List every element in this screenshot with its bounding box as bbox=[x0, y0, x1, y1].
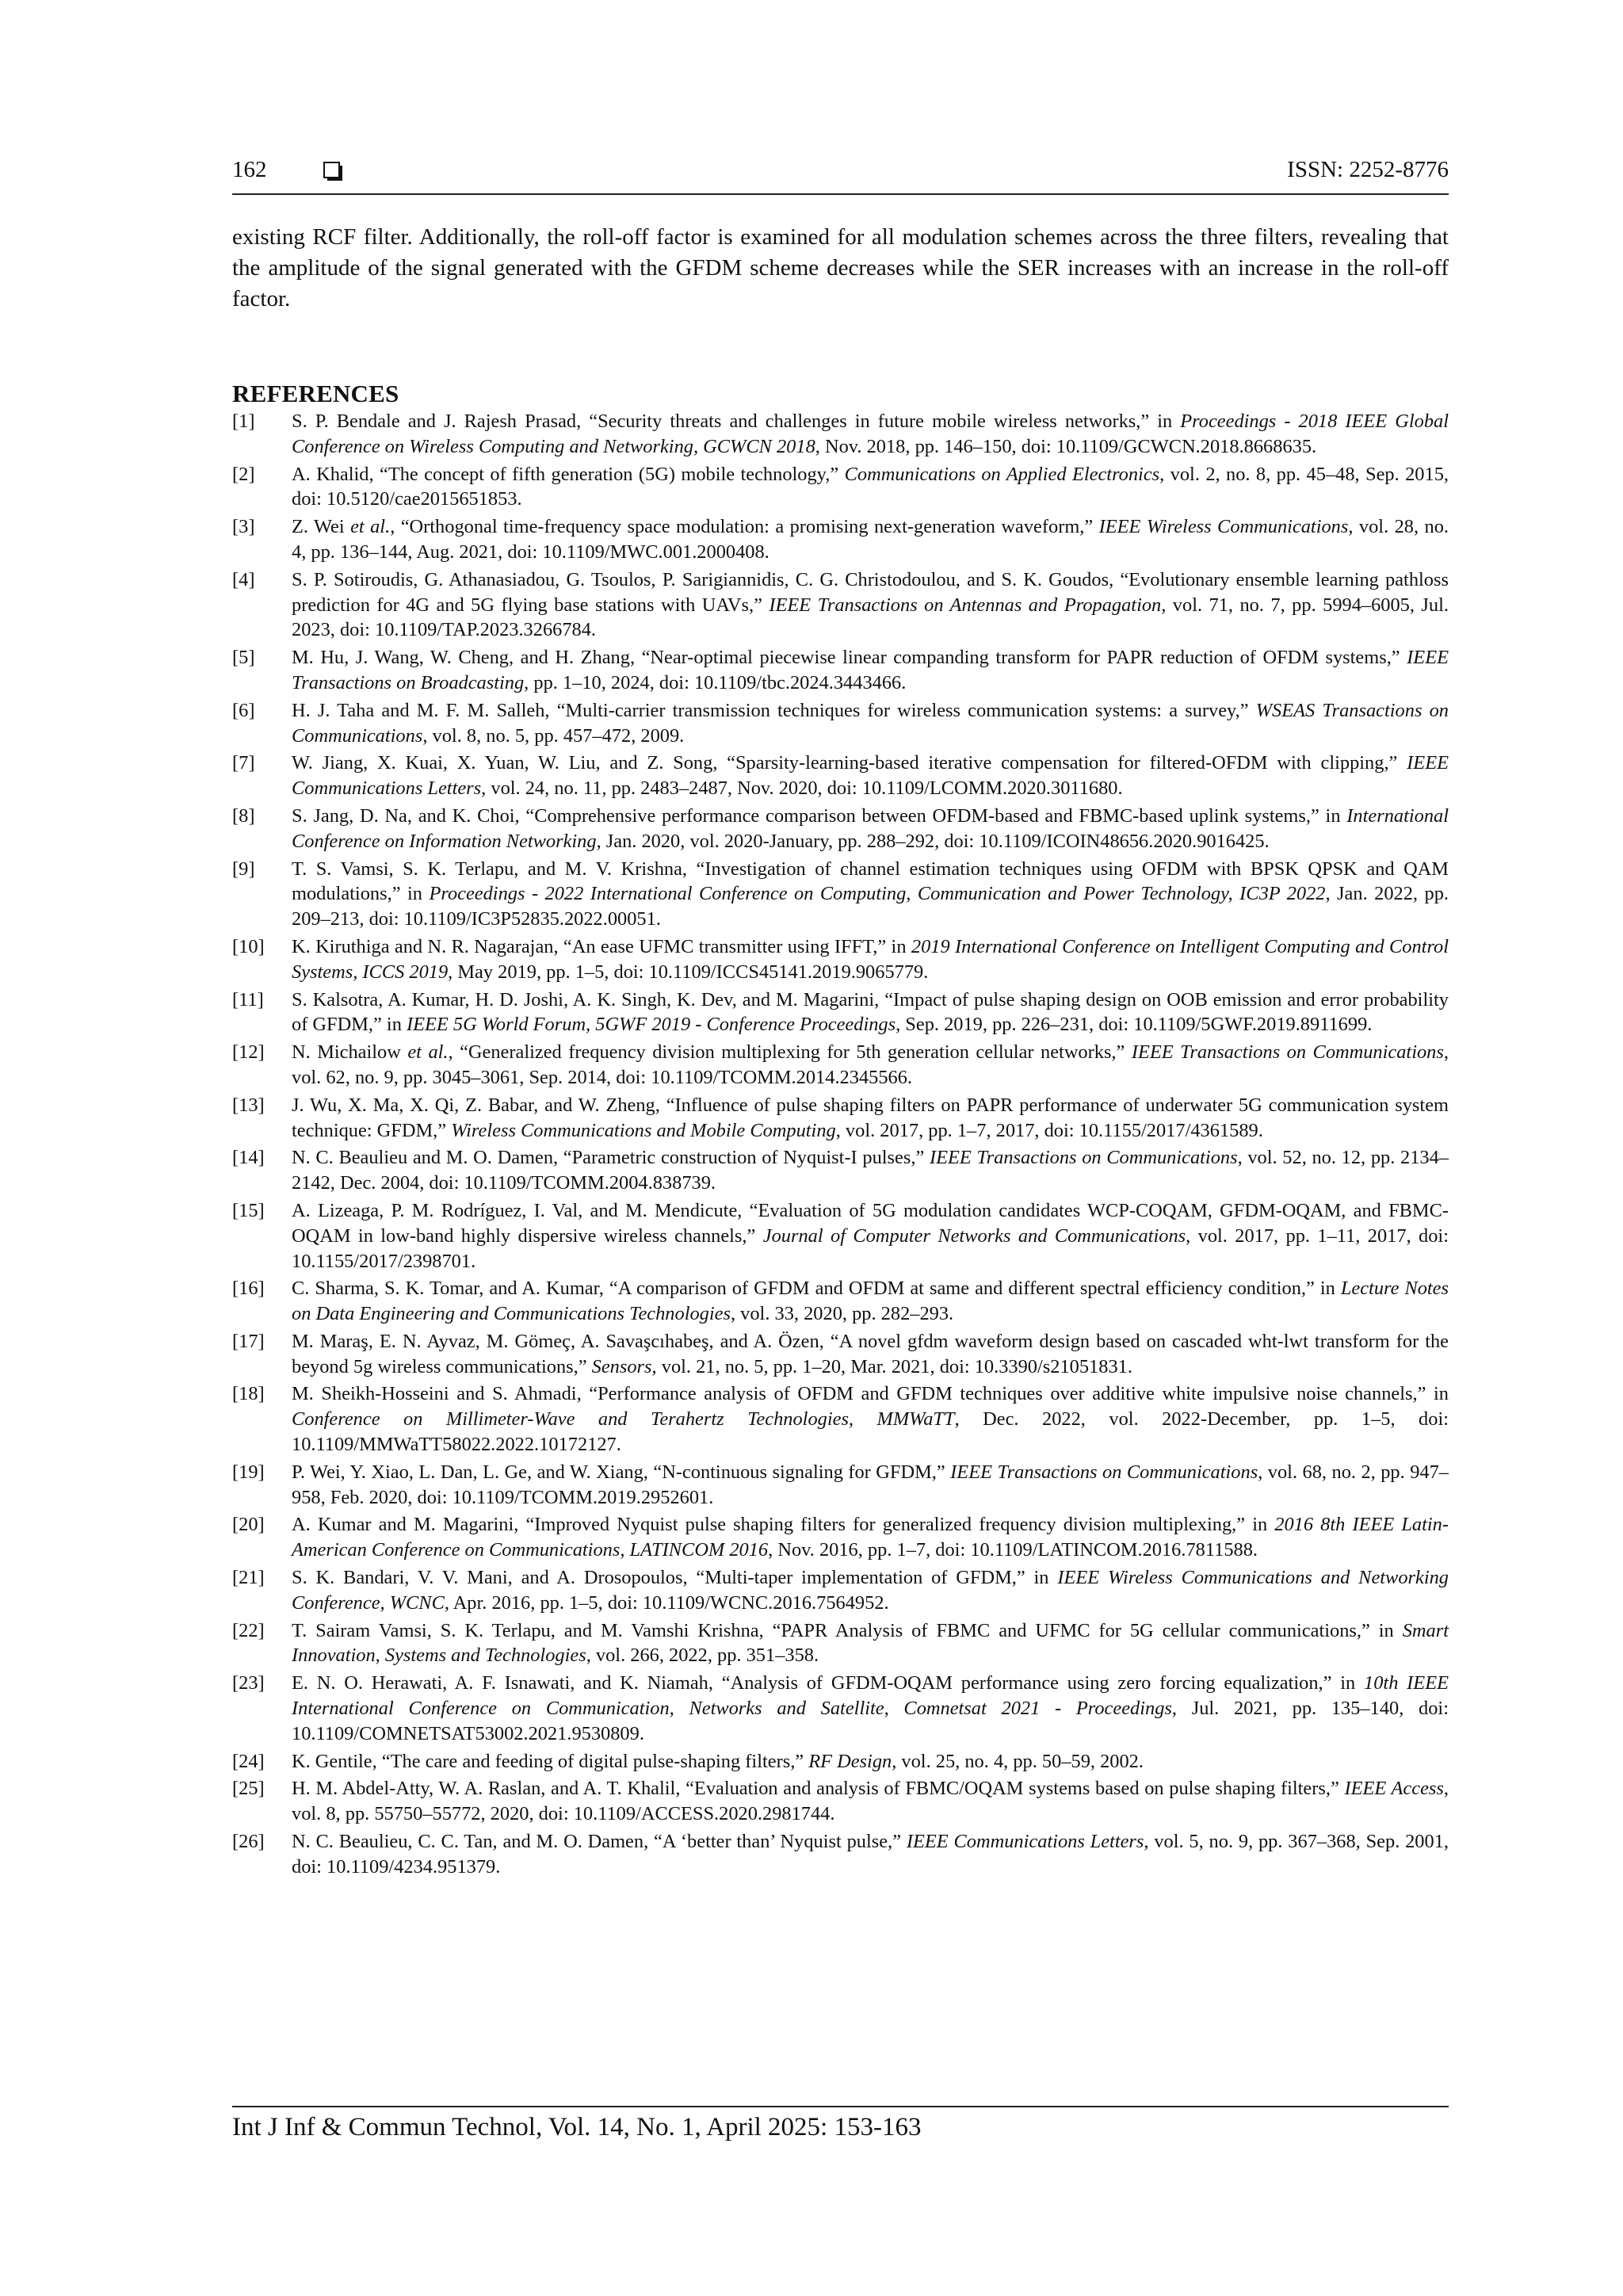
reference-item bbox=[232, 645, 1449, 696]
reference-segment: T. Sairam Vamsi, S. K. Terlapu, and M. Vamshi Krishna, “PAPR Analysis of FBMC and UFMC for 5G cellular communications,” in bbox=[292, 1619, 1403, 1641]
reference-segment: H. J. Taha and M. F. M. Salleh, “Multi-carrier transmission techniques for wireless communication systems: a survey,” bbox=[292, 699, 1256, 721]
reference-segment: M. Maraş, E. N. Ayvaz, M. Gömeç, A. Savaşcıhabeş, and A. Özen, “A novel gfdm waveform design based on cascaded wht-lwt transform for the beyond 5g wireless communications,” bbox=[292, 1330, 1449, 1377]
reference-venue: Communications on Applied Electronics bbox=[844, 463, 1160, 485]
reference-text bbox=[292, 514, 1449, 565]
reference-segment: , vol. 21, no. 5, pp. 1–20, Mar. 2021, doi: 10.3390/s21051831. bbox=[651, 1355, 1132, 1377]
reference-segment: S. Kalsotra, A. Kumar, H. D. Joshi, A. K. Singh, K. Dev, and M. Magarini, “Impact of pulse shaping design on OOB emission and error probability of GFDM,” in bbox=[292, 988, 1449, 1036]
reference-text bbox=[292, 804, 1449, 854]
reference-segment: S. K. Bandari, V. V. Mani, and A. Drosopoulos, “Multi-taper implementation of GFDM,” in bbox=[292, 1567, 1058, 1589]
reference-text bbox=[292, 1776, 1449, 1827]
reference-segment: , Dec. 2022, vol. 2022-December, pp. 1–5, doi: 10.1109/MMWaTT58022.2022.10172127. bbox=[292, 1408, 1449, 1456]
reference-item bbox=[232, 1198, 1449, 1274]
reference-segment: A. Kumar and M. Magarini, “Improved Nyquist pulse shaping filters for generalized frequency division multiplexing,” in bbox=[292, 1514, 1275, 1536]
reference-segment: P. Wei, Y. Xiao, L. Dan, L. Ge, and W. Xiang, “N-continuous signaling for GFDM,” bbox=[292, 1461, 951, 1483]
reference-number: [4] bbox=[232, 568, 255, 590]
reference-segment: , vol. 2017, pp. 1–7, 2017, doi: 10.1155/2017/4361589. bbox=[835, 1119, 1263, 1141]
reference-segment: , Nov. 2016, pp. 1–7, doi: 10.1109/LATINCOM.2016.7811588. bbox=[768, 1539, 1258, 1561]
reference-venue: IEEE Communications Letters bbox=[906, 1831, 1144, 1853]
reference-number: [12] bbox=[232, 1041, 265, 1064]
reference-segment: , vol. 71, no. 7, pp. 5994–6005, Jul. 2023, doi: 10.1109/TAP.2023.3266784. bbox=[292, 594, 1449, 641]
reference-text bbox=[292, 1829, 1449, 1880]
reference-segment: , Jan. 2020, vol. 2020-January, pp. 288–292, doi: 10.1109/ICOIN48656.2020.9016425. bbox=[596, 830, 1270, 852]
reference-segment: , Nov. 2018, pp. 146–150, doi: 10.1109/GCWCN.2018.8668635. bbox=[815, 435, 1317, 457]
reference-item bbox=[232, 567, 1449, 643]
reference-text bbox=[292, 1145, 1449, 1196]
reference-venue: IEEE Transactions on Antennas and Propagation bbox=[769, 594, 1162, 616]
references-heading: REFERENCES bbox=[232, 380, 399, 407]
reference-venue: IEEE Wireless Communications bbox=[1098, 516, 1349, 538]
reference-segment: , vol. 68, no. 2, pp. 947–958, Feb. 2020, doi: 10.1109/TCOMM.2019.2952601. bbox=[292, 1461, 1449, 1508]
reference-segment: , vol. 5, no. 9, pp. 367–368, Sep. 2001, doi: 10.1109/4234.951379. bbox=[292, 1831, 1449, 1878]
reference-venue: Wireless Communications and Mobile Computing bbox=[451, 1119, 836, 1141]
reference-item bbox=[232, 1776, 1449, 1827]
reference-text bbox=[292, 698, 1449, 749]
reference-item bbox=[232, 698, 1449, 749]
reference-item bbox=[232, 514, 1449, 565]
reference-text bbox=[292, 988, 1449, 1038]
reference-text bbox=[292, 1198, 1449, 1274]
reference-venue: et al. bbox=[350, 516, 391, 538]
reference-number: [9] bbox=[232, 858, 255, 880]
reference-venue: Journal of Computer Networks and Communications bbox=[762, 1224, 1186, 1247]
reference-segment: A. Lizeaga, P. M. Rodríguez, I. Val, and M. Mendicute, “Evaluation of 5G modulation candidates WCP-COQAM, GFDM-OQAM, and FBMC-OQAM in low-band highly dispersive wireless channels,” bbox=[292, 1199, 1449, 1247]
reference-venue: Lecture Notes on Data Engineering and Communications Technologies bbox=[292, 1278, 1449, 1325]
reference-item bbox=[232, 462, 1449, 513]
reference-segment: , Sep. 2019, pp. 226–231, doi: 10.1109/5GWF.2019.8911699. bbox=[896, 1014, 1373, 1036]
body-paragraph: existing RCF filter. Additionally, the roll-off factor is examined for all modulation schemes across the three filters, revealing that the amplitude of the signal generated with the GFDM scheme decreases while the SER increases with an increase in the roll-off factor. bbox=[232, 224, 1449, 311]
reference-number: [24] bbox=[232, 1750, 265, 1772]
reference-number: [19] bbox=[232, 1461, 265, 1483]
reference-item bbox=[232, 1512, 1449, 1563]
reference-segment: A. Khalid, “The concept of fifth generation (5G) mobile technology,” bbox=[292, 463, 845, 485]
reference-item bbox=[232, 988, 1449, 1038]
reference-venue: IEEE 5G World Forum, 5GWF 2019 - Conference Proceedings bbox=[407, 1014, 896, 1036]
reference-venue: RF Design bbox=[808, 1750, 892, 1772]
reference-venue: 2019 International Conference on Intelligent Computing and Control Systems, ICCS 2019 bbox=[292, 935, 1449, 983]
reference-segment: , Apr. 2016, pp. 1–5, doi: 10.1109/WCNC.2016.7564952. bbox=[444, 1591, 889, 1614]
reference-number: [13] bbox=[232, 1094, 265, 1116]
reference-venue: Smart Innovation, Systems and Technologies bbox=[292, 1619, 1449, 1667]
reference-text bbox=[292, 1040, 1449, 1091]
reference-venue: WSEAS Transactions on Communications bbox=[292, 699, 1449, 747]
reference-text bbox=[292, 1381, 1449, 1457]
reference-segment: , vol. 62, no. 9, pp. 3045–3061, Sep. 2014, doi: 10.1109/TCOMM.2014.2345566. bbox=[292, 1041, 1449, 1088]
reference-item bbox=[232, 1618, 1449, 1669]
reference-segment: C. Sharma, S. K. Tomar, and A. Kumar, “A comparison of GFDM and OFDM at same and different spectral efficiency condition,” in bbox=[292, 1278, 1341, 1300]
reference-segment: W. Jiang, X. Kuai, X. Yuan, W. Liu, and Z. Song, “Sparsity-learning-based iterative compensation for filtered-OFDM with clipping,” bbox=[292, 752, 1407, 774]
reference-segment: N. C. Beaulieu and M. O. Damen, “Parametric construction of Nyquist-I pulses,” bbox=[292, 1147, 930, 1169]
page-header bbox=[232, 157, 1449, 195]
reference-venue: IEEE Transactions on Broadcasting bbox=[292, 647, 1449, 693]
reference-item bbox=[232, 1276, 1449, 1327]
reference-segment: E. N. O. Herawati, A. F. Isnawati, and K. Niamah, “Analysis of GFDM-OQAM performance using zero forcing equalization,” in bbox=[292, 1672, 1365, 1694]
reference-segment: , vol. 33, 2020, pp. 282–293. bbox=[730, 1303, 954, 1325]
reference-number: [7] bbox=[232, 752, 255, 774]
reference-number: [1] bbox=[232, 411, 255, 432]
reference-venue: Proceedings - 2022 International Conference on Computing, Communication and Power Technology, IC3P 2022 bbox=[429, 883, 1326, 905]
reference-item bbox=[232, 1329, 1449, 1380]
reference-text bbox=[292, 1329, 1449, 1380]
reference-text bbox=[292, 1512, 1449, 1563]
reference-number: [26] bbox=[232, 1831, 265, 1853]
reference-item bbox=[232, 1145, 1449, 1196]
reference-text bbox=[292, 751, 1449, 801]
reference-segment: S. P. Sotiroudis, G. Athanasiadou, G. Tsoulos, P. Sarigiannidis, C. G. Christodoulou, and S. K. Goudos, “Evolutionary ensemble learning pathloss prediction for 4G and 5G flying base stations with UAVs,” bbox=[292, 568, 1449, 616]
issn-label: ISSN: 2252-8776 bbox=[1287, 157, 1449, 182]
reference-venue: 10th IEEE International Conference on Communication, Networks and Satellite, Comnetsat 2021 - Proceedings bbox=[292, 1672, 1449, 1720]
reference-number: [6] bbox=[232, 699, 255, 721]
reference-segment: , vol. 266, 2022, pp. 351–358. bbox=[586, 1645, 819, 1667]
reference-number: [2] bbox=[232, 463, 255, 485]
reference-segment: , vol. 28, no. 4, pp. 136–144, Aug. 2021, doi: 10.1109/MWC.001.2000408. bbox=[292, 516, 1449, 563]
reference-segment: , May 2019, pp. 1–5, doi: 10.1109/ICCS45141.2019.9065779. bbox=[448, 961, 929, 983]
reference-number: [16] bbox=[232, 1278, 265, 1300]
reference-number: [11] bbox=[232, 988, 264, 1010]
reference-text bbox=[292, 857, 1449, 932]
reference-segment: , vol. 2017, pp. 1–11, 2017, doi: 10.1155/2017/2398701. bbox=[292, 1224, 1449, 1272]
reference-venue: International Conference on Information Networking bbox=[292, 804, 1449, 852]
reference-segment: , pp. 1–10, 2024, doi: 10.1109/tbc.2024.3443466. bbox=[524, 671, 907, 693]
reference-segment: S. P. Bendale and J. Rajesh Prasad, “Security threats and challenges in future mobile wireless networks,” in bbox=[292, 411, 1181, 432]
reference-number: [17] bbox=[232, 1330, 265, 1352]
reference-segment: K. Kiruthiga and N. R. Nagarajan, “An ease UFMC transmitter using IFFT,” in bbox=[292, 935, 911, 957]
reference-item bbox=[232, 1671, 1449, 1746]
reference-segment: , vol. 2, no. 8, pp. 45–48, Sep. 2015, doi: 10.5120/cae2015651853. bbox=[292, 463, 1449, 510]
reference-venue: IEEE Wireless Communications and Networking Conference, WCNC bbox=[292, 1567, 1449, 1614]
references-list bbox=[232, 409, 1449, 1882]
reference-number: [14] bbox=[232, 1147, 265, 1169]
journal-citation: Int J Inf & Commun Technol, Vol. 14, No. 1, April 2025: 153-163 bbox=[232, 2113, 922, 2141]
reference-segment: S. Jang, D. Na, and K. Choi, “Comprehensive performance comparison between OFDM-based and FBMC-based uplink systems,” in bbox=[292, 804, 1347, 827]
reference-segment: Z. Wei bbox=[292, 516, 351, 538]
page-number: 162 bbox=[232, 157, 267, 182]
reference-segment: J. Wu, X. Ma, X. Qi, Z. Babar, and W. Zheng, “Influence of pulse shaping filters on PAPR performance of underwater 5G communication system technique: GFDM,” bbox=[292, 1094, 1449, 1141]
reference-segment: , vol. 24, no. 11, pp. 2483–2487, Nov. 2020, doi: 10.1109/LCOMM.2020.3011680. bbox=[481, 777, 1123, 800]
reference-venue: IEEE Access bbox=[1344, 1778, 1444, 1800]
reference-segment: K. Gentile, “The care and feeding of digital pulse-shaping filters,” bbox=[292, 1750, 809, 1772]
reference-item bbox=[232, 751, 1449, 801]
reference-venue: IEEE Transactions on Communications bbox=[929, 1147, 1238, 1169]
reference-item bbox=[232, 934, 1449, 985]
reference-item bbox=[232, 1565, 1449, 1616]
reference-number: [25] bbox=[232, 1778, 265, 1800]
reference-segment: , Jul. 2021, pp. 135–140, doi: 10.1109/COMNETSAT53002.2021.9530809. bbox=[292, 1698, 1449, 1744]
reference-number: [8] bbox=[232, 804, 255, 827]
reference-text bbox=[292, 567, 1449, 643]
reference-text bbox=[292, 934, 1449, 985]
reference-number: [21] bbox=[232, 1567, 265, 1589]
reference-venue: IEEE Communications Letters bbox=[292, 752, 1449, 800]
reference-venue: Conference on Millimeter-Wave and Terahertz Technologies, MMWaTT bbox=[292, 1408, 955, 1431]
reference-text bbox=[292, 462, 1449, 513]
reference-venue: et al. bbox=[407, 1041, 449, 1064]
reference-item bbox=[232, 1040, 1449, 1091]
reference-item bbox=[232, 1093, 1449, 1144]
reference-number: [18] bbox=[232, 1383, 265, 1405]
reference-text bbox=[292, 409, 1449, 460]
reference-item bbox=[232, 1381, 1449, 1457]
reference-segment: M. Sheikh-Hosseini and S. Ahmadi, “Performance analysis of OFDM and GFDM techniques over additive white impulsive noise channels,” in bbox=[292, 1383, 1449, 1405]
reference-text bbox=[292, 1276, 1449, 1327]
reference-segment: , “Generalized frequency division multiplexing for 5th generation cellular networks,” bbox=[448, 1041, 1132, 1064]
reference-number: [20] bbox=[232, 1514, 265, 1536]
reference-item bbox=[232, 1749, 1449, 1775]
reference-text bbox=[292, 1749, 1449, 1775]
reference-number: [3] bbox=[232, 516, 255, 538]
page-footer bbox=[232, 2106, 1449, 2142]
reference-text bbox=[292, 1671, 1449, 1746]
reference-segment: , vol. 8, no. 5, pp. 457–472, 2009. bbox=[422, 724, 685, 747]
reference-item bbox=[232, 409, 1449, 460]
reference-number: [23] bbox=[232, 1672, 265, 1694]
reference-venue: Proceedings - 2018 IEEE Global Conference on Wireless Computing and Networking, GCWCN 2018 bbox=[292, 411, 1449, 457]
reference-number: [15] bbox=[232, 1199, 265, 1221]
reference-segment: , vol. 8, pp. 55750–55772, 2020, doi: 10.1109/ACCESS.2020.2981744. bbox=[292, 1778, 1449, 1825]
reference-venue: IEEE Transactions on Communications bbox=[1131, 1041, 1444, 1064]
reference-segment: M. Hu, J. Wang, W. Cheng, and H. Zhang, “Near-optimal piecewise linear companding transform for PAPR reduction of OFDM systems,” bbox=[292, 647, 1407, 669]
reference-venue: 2016 8th IEEE Latin-American Conference on Communications, LATINCOM 2016 bbox=[292, 1514, 1449, 1561]
reference-item bbox=[232, 804, 1449, 854]
reference-venue: Sensors bbox=[591, 1355, 652, 1377]
reference-text bbox=[292, 1618, 1449, 1669]
reference-item bbox=[232, 1460, 1449, 1511]
reference-segment: , vol. 25, no. 4, pp. 50–59, 2002. bbox=[892, 1750, 1144, 1772]
square-box-icon bbox=[323, 162, 343, 181]
reference-number: [5] bbox=[232, 647, 255, 669]
reference-text bbox=[292, 1460, 1449, 1511]
reference-segment: , “Orthogonal time-frequency space modulation: a promising next-generation waveform,” bbox=[390, 516, 1099, 538]
reference-text bbox=[292, 1565, 1449, 1616]
reference-segment: , vol. 52, no. 12, pp. 2134–2142, Dec. 2004, doi: 10.1109/TCOMM.2004.838739. bbox=[292, 1147, 1449, 1194]
reference-text bbox=[292, 1093, 1449, 1144]
reference-number: [10] bbox=[232, 935, 265, 957]
reference-venue: IEEE Transactions on Communications bbox=[950, 1461, 1258, 1483]
reference-segment: , Jan. 2022, pp. 209–213, doi: 10.1109/IC3P52835.2022.00051. bbox=[292, 883, 1449, 930]
reference-segment: N. C. Beaulieu, C. C. Tan, and M. O. Damen, “A ‘better than’ Nyquist pulse,” bbox=[292, 1831, 907, 1853]
reference-item bbox=[232, 1829, 1449, 1880]
reference-text bbox=[292, 645, 1449, 696]
reference-segment: H. M. Abdel-Atty, W. A. Raslan, and A. T. Khalil, “Evaluation and analysis of FBMC/OQAM systems based on pulse shaping filters,” bbox=[292, 1778, 1345, 1800]
reference-segment: T. S. Vamsi, S. K. Terlapu, and M. V. Krishna, “Investigation of channel estimation techniques using OFDM with BPSK QPSK and QAM modulations,” in bbox=[292, 858, 1449, 905]
reference-number: [22] bbox=[232, 1619, 265, 1641]
reference-segment: N. Michailow bbox=[292, 1041, 408, 1064]
reference-item bbox=[232, 857, 1449, 932]
